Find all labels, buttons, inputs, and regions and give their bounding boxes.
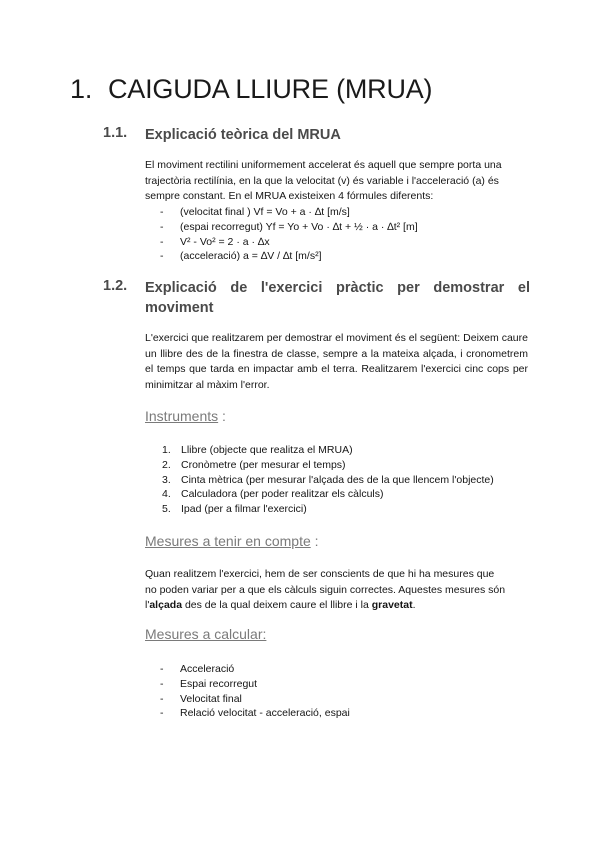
- mrua-explanation: El moviment rectilini uniformement accelerat és aquell que sempre porta una trajectòria rectilínia, en la que la velocitat (v) és variable i l'acceleració (a) és sempre constant. En el MRUA existeixen 4 fórmules diferents:: [145, 159, 502, 202]
- constant-measures-paragraph: Quan realitzem l'exercici, hem de ser conscients de que hi ha mesures que no poden variar per a que els càlculs siguin correctes. Aquestes mesures són l'alçada des de la qual deixem caure el llibre i la gravetat.: [145, 568, 506, 611]
- formula-velocity: (velocitat final ) Vf = Vo + a · ∆t [m/s]: [180, 206, 350, 218]
- list-item: - V² - Vo² = 2 · a · ∆x: [160, 235, 270, 248]
- constant-measures-heading: Mesures a tenir en compte :: [145, 533, 319, 549]
- list-item: - (espai recorregut) Yf = Yo + Vo · ∆t + ½ · a · ∆t² [m]: [160, 220, 418, 233]
- subsection-number: 1.1.: [103, 125, 128, 141]
- calc-measures-heading: [145, 626, 266, 642]
- formula-space: (espai recorregut) Yf = Yo + Vo · ∆t + ½ · a · ∆t² [m]: [180, 220, 418, 233]
- list-item: - (velocitat final ) Vf = Vo + a · ∆t [m/s]: [160, 206, 350, 218]
- instruments-heading-text: Instruments: [145, 408, 219, 424]
- list-item: 3. Cinta mètrica (per mesurar l'alçada des de la que llencem l'objecte): [162, 473, 494, 486]
- list-item: - Espai recorregut: [160, 677, 258, 690]
- instruments-list: [162, 443, 494, 517]
- formula-acceleration: (acceleració) a = ∆V / ∆t [m/s²]: [180, 250, 322, 263]
- section-heading: [70, 74, 432, 105]
- formula-independent: V² - Vo² = 2 · a · ∆x: [180, 235, 270, 248]
- exercise-explanation: L'exercici que realitzarem per demostrar el moviment és el següent: Deixem caure un llibre des de la finestra de classe, sempre a la mateixa alçada, i cronometrem el temps que tarda en impactar amb el terra. Realitzarem l'exercici cinc cops per minimitzar al màxim l'error.: [145, 332, 528, 391]
- bold-gravity: gravetat: [371, 599, 413, 611]
- list-item: - Relació velocitat - acceleració, espai: [160, 707, 350, 720]
- calc-measures-heading-text: Mesures a calcular:: [145, 626, 267, 642]
- section-title: CAIGUDA LLIURE (MRUA): [108, 74, 433, 104]
- constant-measures-heading-text: Mesures a tenir en compte: [145, 533, 311, 549]
- instruments-heading: Instruments :: [145, 408, 226, 424]
- list-item: 1. Llibre (objecte que realitza el MRUA): [162, 444, 353, 456]
- bold-height: alçada: [149, 599, 183, 611]
- list-item: - (acceleració) a = ∆V / ∆t [m/s²]: [160, 250, 322, 263]
- subsection-number: 1.2.: [103, 278, 128, 294]
- formula-list: [160, 205, 418, 264]
- calc-measures-list: [160, 662, 350, 721]
- list-item: 5. Ipad (per a filmar l'exercici): [162, 503, 307, 516]
- subsection-title-line2: moviment: [145, 300, 214, 316]
- section-number: 1.: [70, 74, 93, 104]
- list-item: 2. Cronòmetre (per mesurar el temps): [162, 458, 346, 471]
- list-item: - Acceleració: [160, 663, 235, 675]
- subsection-title-line1: Explicació de l'exercici pràctic per demostrar el: [145, 280, 530, 296]
- subsection-title: Explicació teòrica del MRUA: [145, 127, 341, 143]
- list-item: 4. Calculadora (per poder realitzar els càlculs): [162, 488, 384, 501]
- list-item: - Velocitat final: [160, 692, 242, 705]
